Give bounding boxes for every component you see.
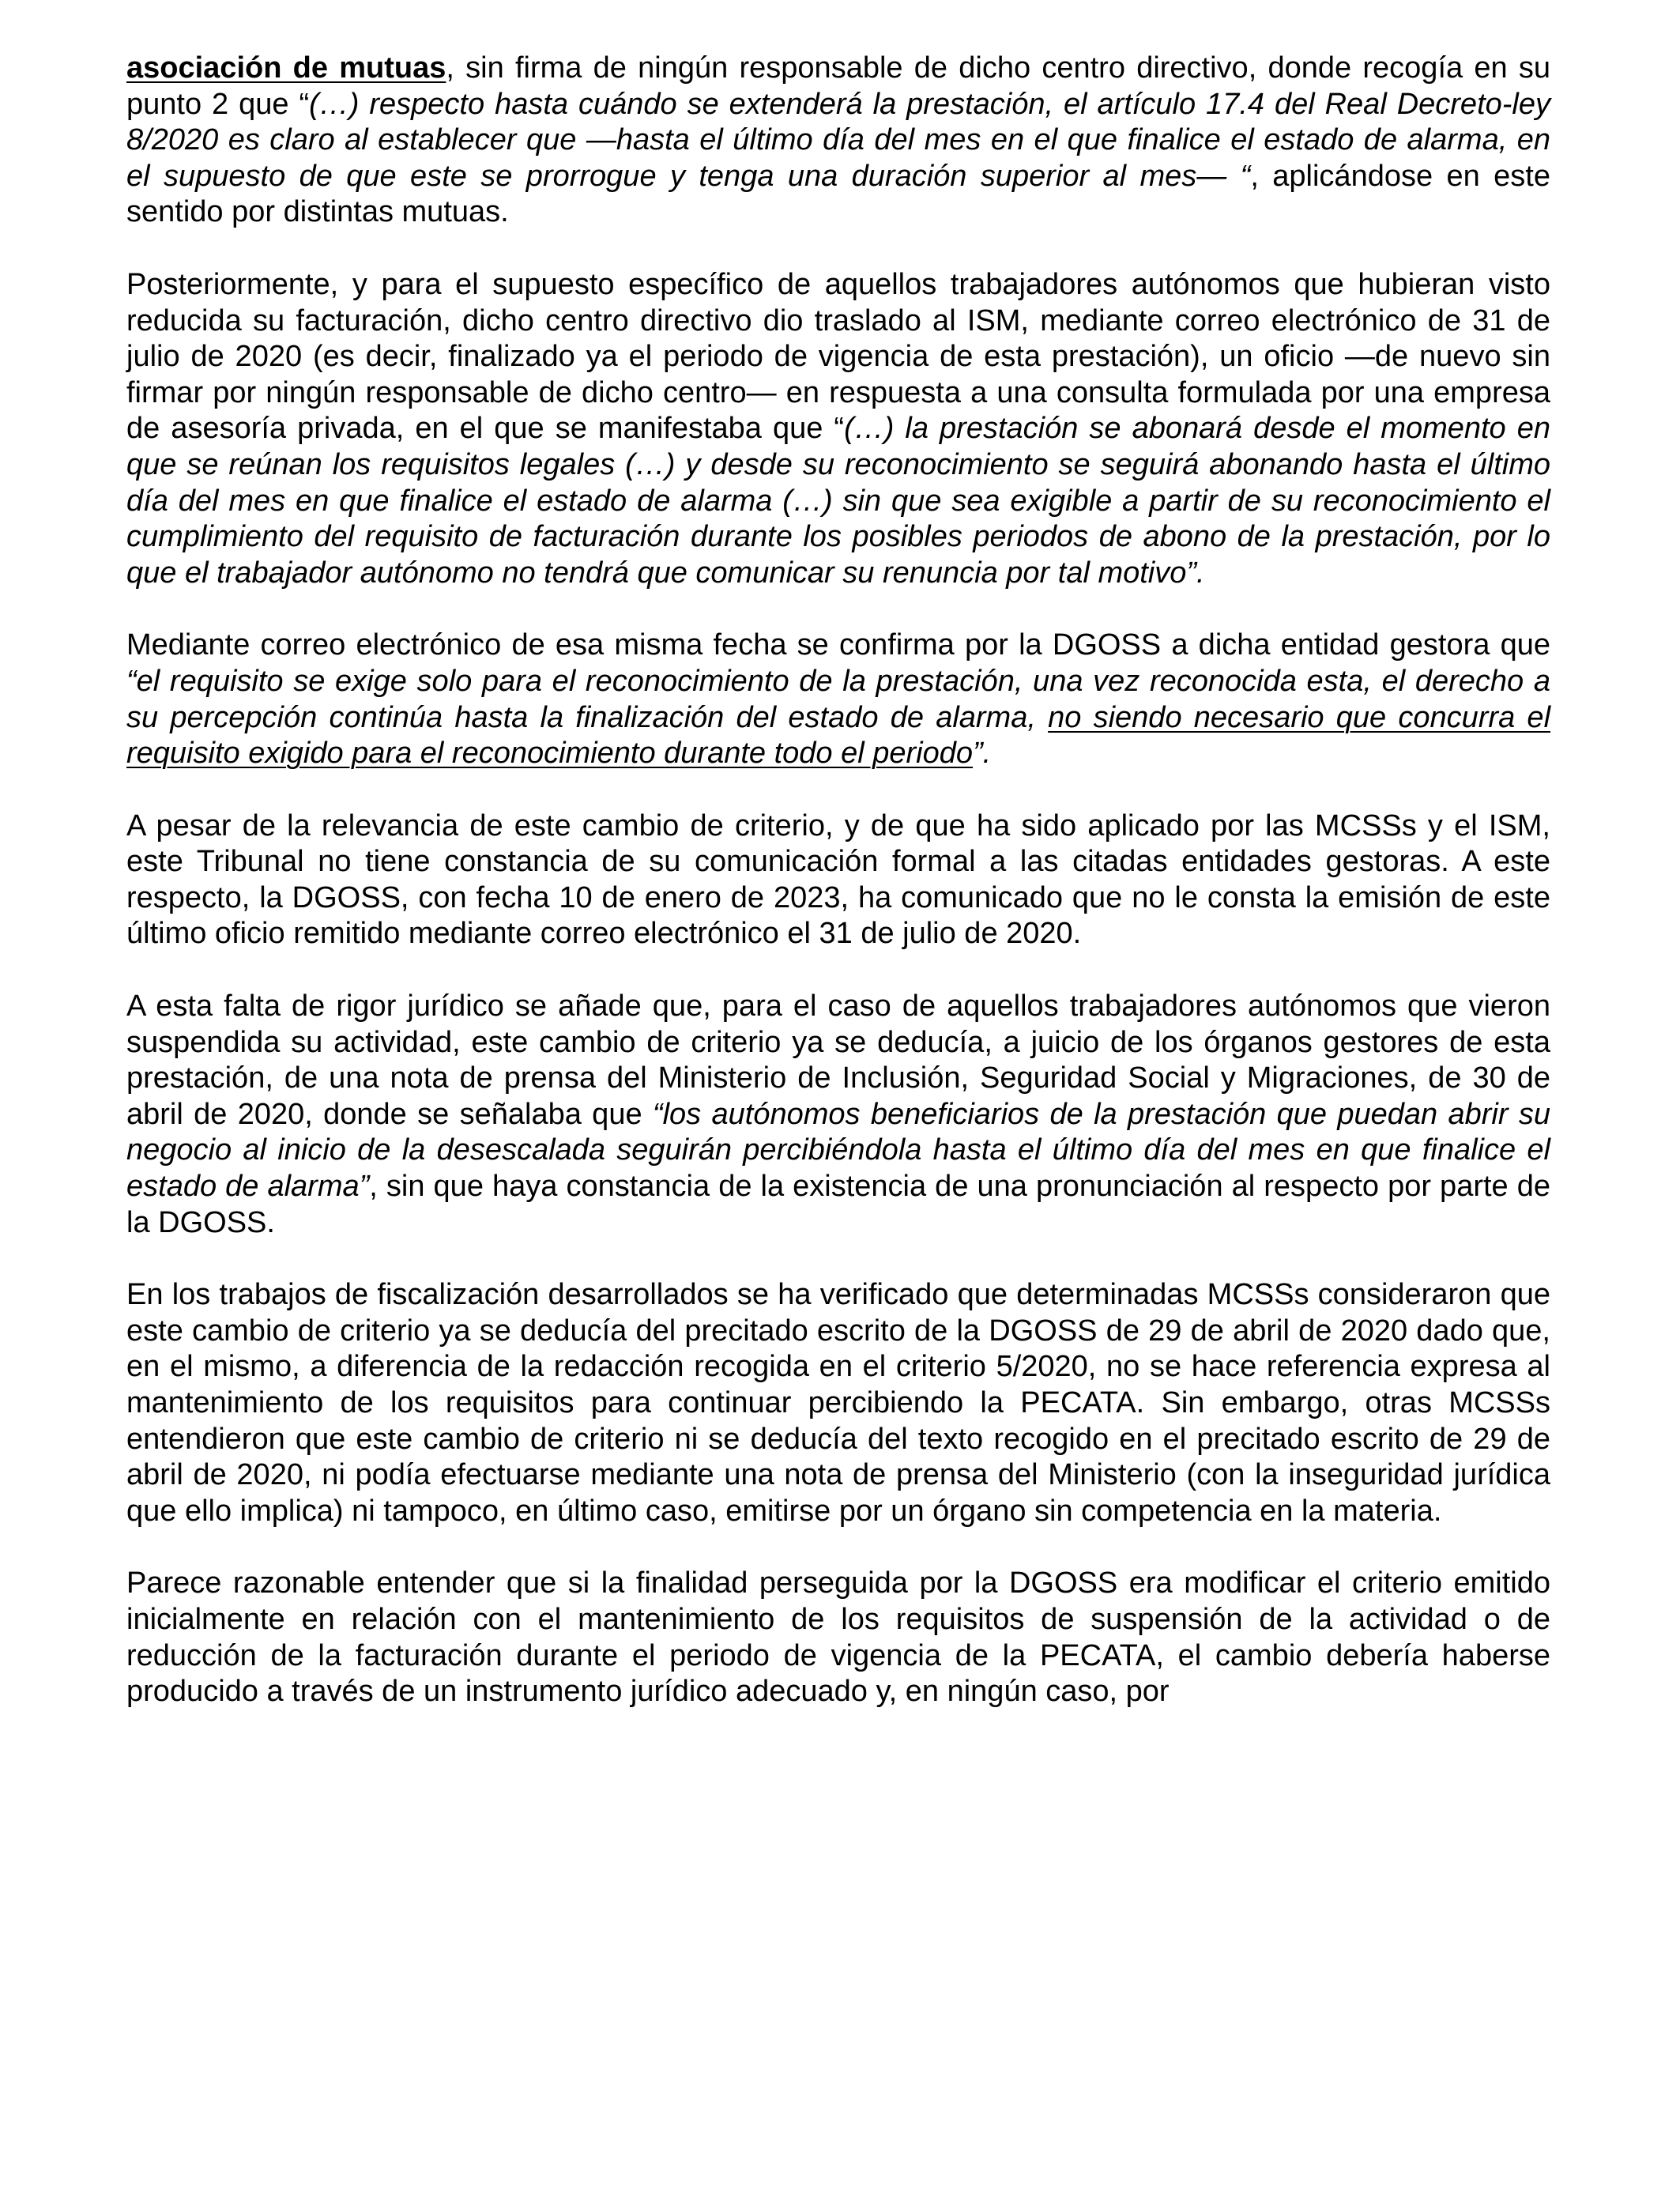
- paragraph-2: [126, 267, 1550, 591]
- text-run: A pesar de la relevancia de este cambio de criterio, y de que ha sido aplicado por las MCSSs y el ISM, este Tribunal no tiene constancia de su comunicación formal a las citadas entidades gestoras. A este respecto, la DGOSS, con fecha 10 de enero de 2023, ha comunicado que no le consta la emisión de este último oficio remitido mediante correo electrónico el 31 de julio de 2020.: [126, 809, 1550, 951]
- paragraph-6: [126, 1277, 1550, 1529]
- paragraph-3: [126, 628, 1550, 771]
- text-run: no siendo necesario que concurra el requisito exigido para el reconocimiento durante todo el periodo: [126, 700, 1551, 771]
- paragraph-5: [126, 989, 1550, 1241]
- text-run: Parece razonable entender que si la finalidad perseguida por la DGOSS era modificar el criterio emitido inicialmente en relación con el mantenimiento de los requisitos de suspensión de la actividad o de reducción de la facturación durante el periodo de vigencia de la PECATA, el cambio debería haberse producido a través de un instrumento jurídico adecuado y, en ningún caso, por: [126, 1566, 1550, 1709]
- paragraph-1: [126, 51, 1550, 231]
- body-text: [126, 51, 1550, 1747]
- text-run: (…) respecto hasta cuándo se extenderá la prestación, el artículo 17.4 del Real Decreto-ley 8/2020 es claro al establecer que —hasta el último día del mes en el que finalice el estado de alarma, en el supuesto de que este se prorrogue y tenga una duración superior al mes— “: [126, 87, 1550, 193]
- text-run: (…) la prestación se abonará desde el momento en que se reúnan los requisitos legales (…) y desde su reconocimiento se seguirá abonando hasta el último día del mes en que finalice el estado de alarma (…) sin que sea exigible a partir de su reconocimiento el cumplimiento del requisito de facturación durante los posibles periodos de abono de la prestación, por lo que el trabajador autónomo no tendrá que comunicar su renuncia por tal motivo”.: [126, 412, 1550, 590]
- text-run: Posteriormente, y para el supuesto específico de aquellos trabajadores autónomos que hubieran visto reducida su facturación, dicho centro directivo dio traslado al ISM, mediante correo electrónico de 31 de julio de 2020 (es decir, finalizado ya el periodo de vigencia de esta prestación), un oficio —de nuevo sin firmar por ningún responsable de dicho centro— en respuesta a una consulta formulada por una empresa de asesoría privada, en el que se manifestaba que “: [126, 267, 1550, 446]
- paragraph-7: [126, 1566, 1550, 1710]
- text-run: , sin firma de ningún responsable de dicho centro directivo, donde recogía en su punto 2 que “: [126, 51, 1550, 121]
- text-run: “el requisito se exige solo para el reconocimiento de la prestación, una vez reconocida esta, el derecho a su percepción continúa hasta la finalización del estado de alarma,: [126, 664, 1550, 734]
- text-run: , sin que haya constancia de la existencia de una pronunciación al respecto por parte de la DGOSS.: [126, 1170, 1550, 1239]
- text-run: En los trabajos de fiscalización desarrollados se ha verificado que determinadas MCSSs consideraron que este cambio de criterio ya se deducía del precitado escrito de la DGOSS de 29 de abril de 2020 dado que, en el mismo, a diferencia de la redacción recogida en el criterio 5/2020, no se hace referencia expresa al mantenimiento de los requisitos para continuar percibiendo la PECATA. Sin embargo, otras MCSSs entendieron que este cambio de criterio ni se deducía del texto recogido en el precitado escrito de 29 de abril de 2020, ni podía efectuarse mediante una nota de prensa del Ministerio (con la inseguridad jurídica que ello implica) ni tampoco, en último caso, emitirse por un órgano sin competencia en la materia.: [126, 1278, 1550, 1528]
- text-run: asociación de mutuas: [126, 51, 446, 85]
- text-run: Mediante correo electrónico de esa misma fecha se confirma por la DGOSS a dicha entidad gestora que: [126, 628, 1550, 662]
- text-run: A esta falta de rigor jurídico se añade que, para el caso de aquellos trabajadores autónomos que vieron suspendida su actividad, este cambio de criterio ya se deducía, a juicio de los órganos gestores de esta prestación, de una nota de prensa del Ministerio de Inclusión, Seguridad Social y Migraciones, de 30 de abril de 2020, donde se señalaba que: [126, 990, 1550, 1131]
- paragraph-4: [126, 809, 1550, 952]
- text-run: , aplicándose en este sentido por distintas mutuas.: [126, 159, 1550, 229]
- text-run: “los autónomos beneficiarios de la prestación que puedan abrir su negocio al inicio de la desescalada seguirán percibiéndola hasta el último día del mes en que finalice el estado de alarma”: [126, 1097, 1550, 1204]
- text-run: ”.: [973, 737, 992, 771]
